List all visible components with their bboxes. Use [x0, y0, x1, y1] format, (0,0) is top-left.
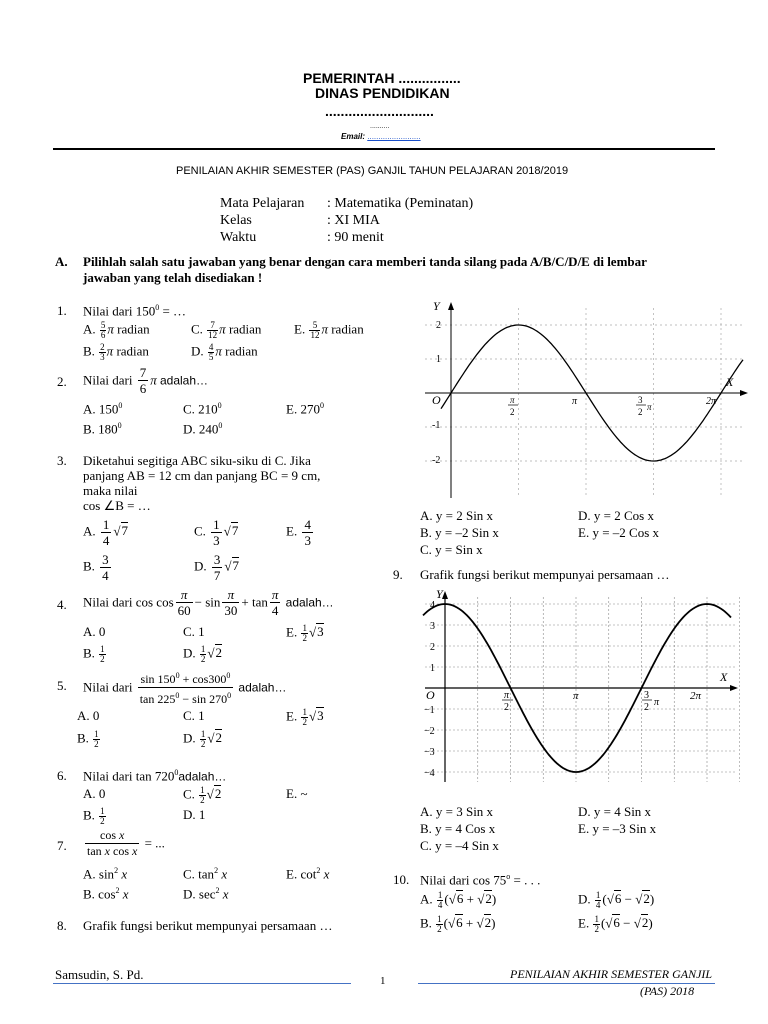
graph-1-origin: O [432, 393, 441, 407]
q1-option-b[interactable]: B. $\frac{2}{3}$ π radian [83, 342, 149, 362]
q4-option-c[interactable]: C. 1 [183, 624, 205, 639]
graph-2-ytick: 1 [430, 663, 435, 674]
q9-number: 9. [393, 567, 403, 582]
info-label-time: Waktu [220, 230, 257, 245]
q5-option-a[interactable]: A. 0 [77, 708, 100, 723]
info-value-class: : XI MIA [327, 213, 380, 228]
graph-1-y-label: Y [433, 299, 440, 313]
q5-text: Nilai dari $\frac{\sin 150^0 + \cos 300^0}{\tan 225^0 - \sin 270^0}$ adalah… [83, 668, 286, 707]
graph-2 [420, 587, 740, 787]
q3-option-d[interactable]: D. $\frac{3}{7}$ √7 [194, 552, 240, 583]
q8-number: 8. [57, 918, 67, 933]
graph-2-ytick: 2 [430, 642, 435, 653]
q4-option-d[interactable]: D. $\frac{1}{2}$ √2 [183, 644, 223, 664]
q7-option-e[interactable]: E. $\cot^2 x$ [286, 866, 330, 882]
info-value-subject: : Matematika (Peminatan) [327, 196, 474, 211]
q6-number: 6. [57, 768, 67, 783]
q9-option-b[interactable]: B. y = 4 Cos x [420, 821, 496, 836]
q7-text: $\frac{\text{cos x}}{\text{tan x cos x}}$ = ... [87, 828, 165, 858]
q7-option-c[interactable]: C. $\tan^2 x$ [183, 866, 228, 882]
q7-option-b[interactable]: B. $\cos^2 x$ [83, 886, 129, 902]
q7-option-d[interactable]: D. $\sec^2 x$ [183, 886, 229, 902]
graph-2-xtick-3half-num: 3 [644, 690, 649, 701]
graph-1-y-arrow [448, 302, 454, 310]
q4-option-b[interactable]: B. $\frac{1}{2}$ [83, 644, 105, 664]
q10-option-b[interactable]: B. $\frac{1}{2}$ (√6 + √2) [420, 914, 496, 934]
q4-option-a[interactable]: A. 0 [83, 624, 106, 639]
q8-option-d[interactable]: D. y = 2 Cos x [578, 508, 654, 523]
info-value-time: : 90 menit [327, 230, 384, 245]
info-label-class: Kelas [220, 213, 252, 228]
email-value[interactable]: ........................ [367, 132, 421, 141]
q8-option-e[interactable]: E. y = –2 Cos x [578, 525, 660, 540]
q3-number: 3. [57, 453, 67, 468]
q10-option-e[interactable]: E. $\frac{1}{2}$ (√6 − √2) [578, 914, 653, 934]
graph-2-y-label: Y [436, 587, 443, 601]
q4-number: 4. [57, 597, 67, 612]
graph-2-ytick: −1 [424, 705, 435, 716]
q5-option-b[interactable]: B. $\frac{1}{2}$ [77, 729, 99, 749]
graph-1-xtick-3half-pi: π [647, 402, 652, 412]
q9-option-c[interactable]: C. y = –4 Sin x [420, 838, 499, 853]
q2-number: 2. [57, 374, 67, 389]
q5-option-e[interactable]: E. $\frac{1}{2}$ √3 [286, 707, 324, 727]
q3-option-b[interactable]: B. $\frac{3}{4}$ [83, 552, 109, 583]
graph-2-ytick: −3 [424, 747, 435, 758]
header-line3: ............................ [325, 103, 434, 119]
q8-option-a[interactable]: A. y = 2 Sin x [420, 508, 494, 523]
q6-option-e[interactable]: E. ~ [286, 786, 308, 801]
header-line1: PEMERINTAH ................ [303, 70, 461, 86]
q8-option-c[interactable]: C. y = Sin x [420, 542, 483, 557]
q3-option-e[interactable]: E. $\frac{4}{3}$ [286, 517, 311, 548]
footer-title-line1: PENILAIAN AKHIR SEMESTER GANJIL [510, 967, 713, 981]
graph-2-origin: O [426, 688, 435, 702]
q1-text: Nilai dari $150^0$ = … [83, 303, 187, 319]
email-line [341, 132, 421, 141]
q7-number: 7. [57, 838, 67, 853]
q1-number: 1. [57, 303, 67, 318]
q10-number: 10. [393, 872, 410, 887]
q10-text: Nilai dari $\cos 75^o$ = . . . [420, 872, 541, 888]
graph-1-xtick-3half-den: 2 [638, 407, 643, 417]
q3-line4: cos ∠B = … [83, 498, 151, 513]
q6-option-c[interactable]: C. $\frac{1}{2}$ √2 [183, 785, 222, 805]
graph-2-xtick-3half-pi: π [654, 697, 660, 708]
info-label-subject: Mata Pelajaran [220, 196, 305, 211]
graph-1-ytick-2: 2 [436, 320, 441, 331]
footer-author: Samsudin, S. Pd. [55, 967, 144, 982]
header-line2: DINAS PENDIDIKAN [315, 85, 450, 101]
q6-text: Nilai dari $\tan 720^0adalah\dots$ [83, 768, 227, 784]
header-rule [53, 148, 715, 150]
section-letter: A. [55, 254, 68, 269]
graph-1-ytick-m1: -1 [432, 420, 441, 431]
graph-2-ytick: 3 [430, 621, 435, 632]
q9-text: Grafik fungsi berikut mempunyai persamaan … [420, 567, 670, 582]
graph-2-xtick-half-pi-den: 2 [504, 702, 509, 713]
q4-text: Nilai dari cos cos $\frac{\pi}{60}$ − sin $\frac{\pi}{30}$ + tan $\frac{\pi}{4}$ adalah… [83, 587, 334, 618]
graph-2-xtick-2pi: 2π [690, 690, 702, 702]
footer-left-rule [53, 983, 351, 984]
graph-1-xtick-2pi: 2π [706, 396, 717, 407]
q1-option-d[interactable]: D. $\frac{4}{5}$ π radian [191, 342, 258, 362]
q5-option-c[interactable]: C. 1 [183, 708, 205, 723]
q4-option-e[interactable]: E. $\frac{1}{2}$ √3 [286, 623, 324, 643]
q10-option-a[interactable]: A. $\frac{1}{4}$ (√6 + √2) [420, 890, 497, 910]
q10-option-d[interactable]: D. $\frac{1}{4}$ (√6 − √2) [578, 890, 655, 910]
q2-option-c[interactable]: C. $210^0$ [183, 401, 222, 417]
graph-2-xtick-half-pi: π [504, 690, 510, 701]
q2-text: Nilai dari $\frac{7}{6}$ π adalah… [83, 365, 209, 396]
header-line4: .......... [370, 123, 390, 130]
q3-option-c[interactable]: C. $\frac{1}{3}$ √7 [194, 517, 239, 548]
q1-option-e[interactable]: E. $\frac{5}{12}$ π radian [294, 320, 364, 340]
instruction-line2: jawaban yang telah disediakan ! [83, 270, 263, 285]
q8-option-b[interactable]: B. y = –2 Sin x [420, 525, 499, 540]
q6-option-b[interactable]: B. $\frac{1}{2}$ [83, 806, 105, 826]
q7-option-a[interactable]: A. $\sin^2 x$ [83, 866, 128, 882]
q6-option-a[interactable]: A. 0 [83, 786, 106, 801]
graph-2-x-label: X [720, 670, 728, 684]
q9-option-d[interactable]: D. y = 4 Sin x [578, 804, 652, 819]
graph-1-xtick-pi: π [572, 396, 578, 407]
q2-option-a[interactable]: A. $150^0$ [83, 401, 123, 417]
graph-1 [420, 298, 750, 503]
q2-option-e[interactable]: E. $270^0$ [286, 401, 324, 417]
q1-option-c[interactable]: C. $\frac{7}{12}$ π radian [191, 320, 262, 340]
graph-1-ytick-1: 1 [436, 354, 441, 365]
graph-1-grid [425, 308, 745, 498]
q2-option-d[interactable]: D. $240^0$ [183, 421, 223, 437]
graph-2-xtick-pi: π [573, 690, 579, 702]
graph-2-ytick: 4 [430, 600, 435, 611]
q9-option-e[interactable]: E. y = –3 Sin x [578, 821, 657, 836]
graph-1-ytick-m2: -2 [432, 455, 441, 466]
q8-text: Grafik fungsi berikut mempunyai persamaan … [83, 918, 333, 933]
email-label: Email: [341, 132, 366, 141]
footer-title-line2: (PAS) 2018 [640, 984, 695, 998]
q3-line1: Diketahui segitiga ABC siku-siku di C. Jika [83, 453, 311, 468]
exam-title: PENILAIAN AKHIR SEMESTER (PAS) GANJIL TAHUN PELAJARAN 2018/2019 [176, 165, 569, 177]
graph-1-xtick-half-pi: π [510, 395, 515, 405]
graph-1-x-label: X [726, 375, 734, 389]
graph-1-xtick-half-pi-den: 2 [510, 407, 515, 417]
q5-option-d[interactable]: D. $\frac{1}{2}$ √2 [183, 729, 223, 749]
instruction-line1: Pilihlah salah satu jawaban yang benar dengan cara memberi tanda silang pada A/B/C/D/E di lembar [83, 254, 647, 269]
graph-1-x-arrow [740, 390, 748, 396]
q3-line2: panjang AB = 12 cm dan panjang BC = 9 cm, [83, 468, 321, 483]
q3-line3: maka nilai [83, 483, 138, 498]
footer-page-number: 1 [380, 975, 386, 987]
graph-1-xtick-3half-num: 3 [638, 395, 643, 405]
graph-2-xtick-3half-den: 2 [644, 702, 649, 713]
q3-option-a[interactable]: A. $\frac{1}{4}$ √7 [83, 517, 129, 548]
graph-2-ytick: −2 [424, 726, 435, 737]
graph-2-ytick: −4 [424, 768, 435, 779]
q9-option-a[interactable]: A. y = 3 Sin x [420, 804, 494, 819]
graph-2-y-arrow [442, 591, 448, 599]
q6-option-d[interactable]: D. 1 [183, 807, 206, 822]
graph-2-x-arrow [730, 685, 738, 691]
q1-option-a[interactable]: A. $\frac{5}{6}$ π radian [83, 320, 150, 340]
q2-option-b[interactable]: B. $180^0$ [83, 421, 122, 437]
q5-number: 5. [57, 678, 67, 693]
